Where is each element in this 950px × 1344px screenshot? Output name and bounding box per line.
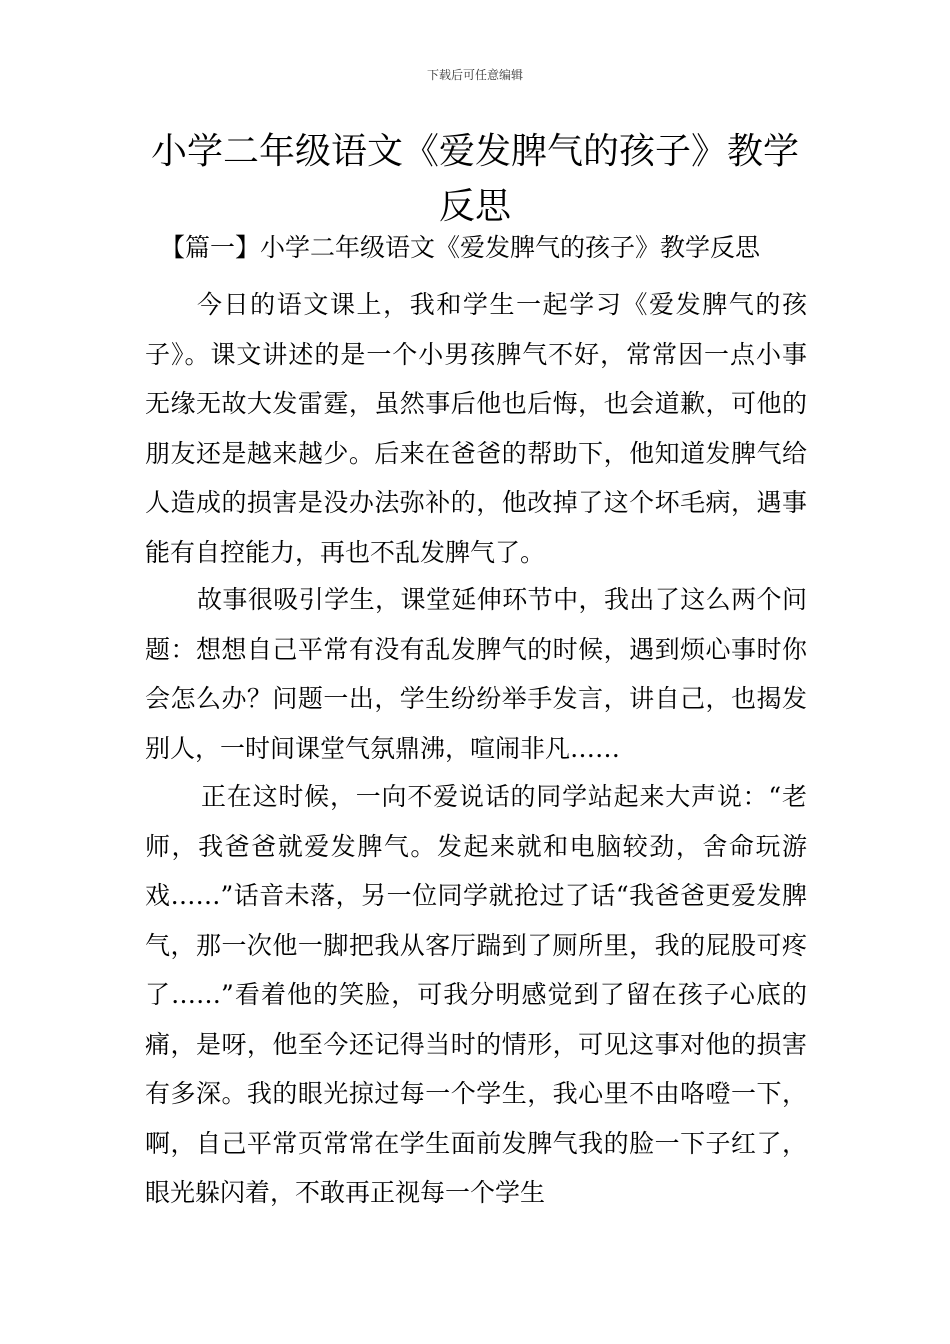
- section-heading: 【篇一】小学二年级语文《爱发脾气的孩子》教学反思: [160, 233, 761, 262]
- paragraph-1: [145, 280, 807, 577]
- paragraph-text: 故事很吸引学生，课堂延伸环节中，我出了这么两个问题：想想自己平常有没有乱发脾气的时候，遇到烦心事时你会怎么办？问题一出，学生纷纷举手发言，讲自己，也揭发别人，一时间课堂气氛鼎沸，喧闹非凡……: [145, 585, 807, 763]
- paragraph-3: [145, 772, 807, 1218]
- paragraph-2: [145, 575, 807, 773]
- header-note: 下载后可任意编辑: [426, 68, 523, 82]
- document-title: 小学二年级语文《爱发脾气的孩子》教学反思: [150, 131, 799, 227]
- paragraph-text: 今日的语文课上，我和学生一起学习《爱发脾气的孩子》。课文讲述的是一个小男孩脾气不好，常常因一点小事无缘无故大发雷霆，虽然事后他也后悔，也会道歉，可他的朋友还是越来越少。后来在爸爸的帮助下，他知道发脾气给人造成的损害是没办法弥补的，他改掉了这个坏毛病，遇事能有自控能力，再也不乱发脾气了。: [145, 290, 807, 567]
- paragraph-text: 正在这时候，一向不爱说话的同学站起来大声说：“老师，我爸爸就爱发脾气。发起来就和电脑较劲，舍命玩游戏……”话音未落，另一位同学就抢过了话“我爸爸更爱发脾气，那一次他一脚把我从客厅踹到了厕所里，我的屁股可疼了……”看着他的笑脸，可我分明感觉到了留在孩子心底的痛，是呀，他至今还记得当时的情形，可见这事对他的损害有多深。我的眼光掠过每一个学生，我心里不由咯噔一下，啊，自己平常页常常在学生面前发脾气我的脸一下子红了，眼光躲闪着，不敢再正视每一个学生: [145, 782, 807, 1207]
